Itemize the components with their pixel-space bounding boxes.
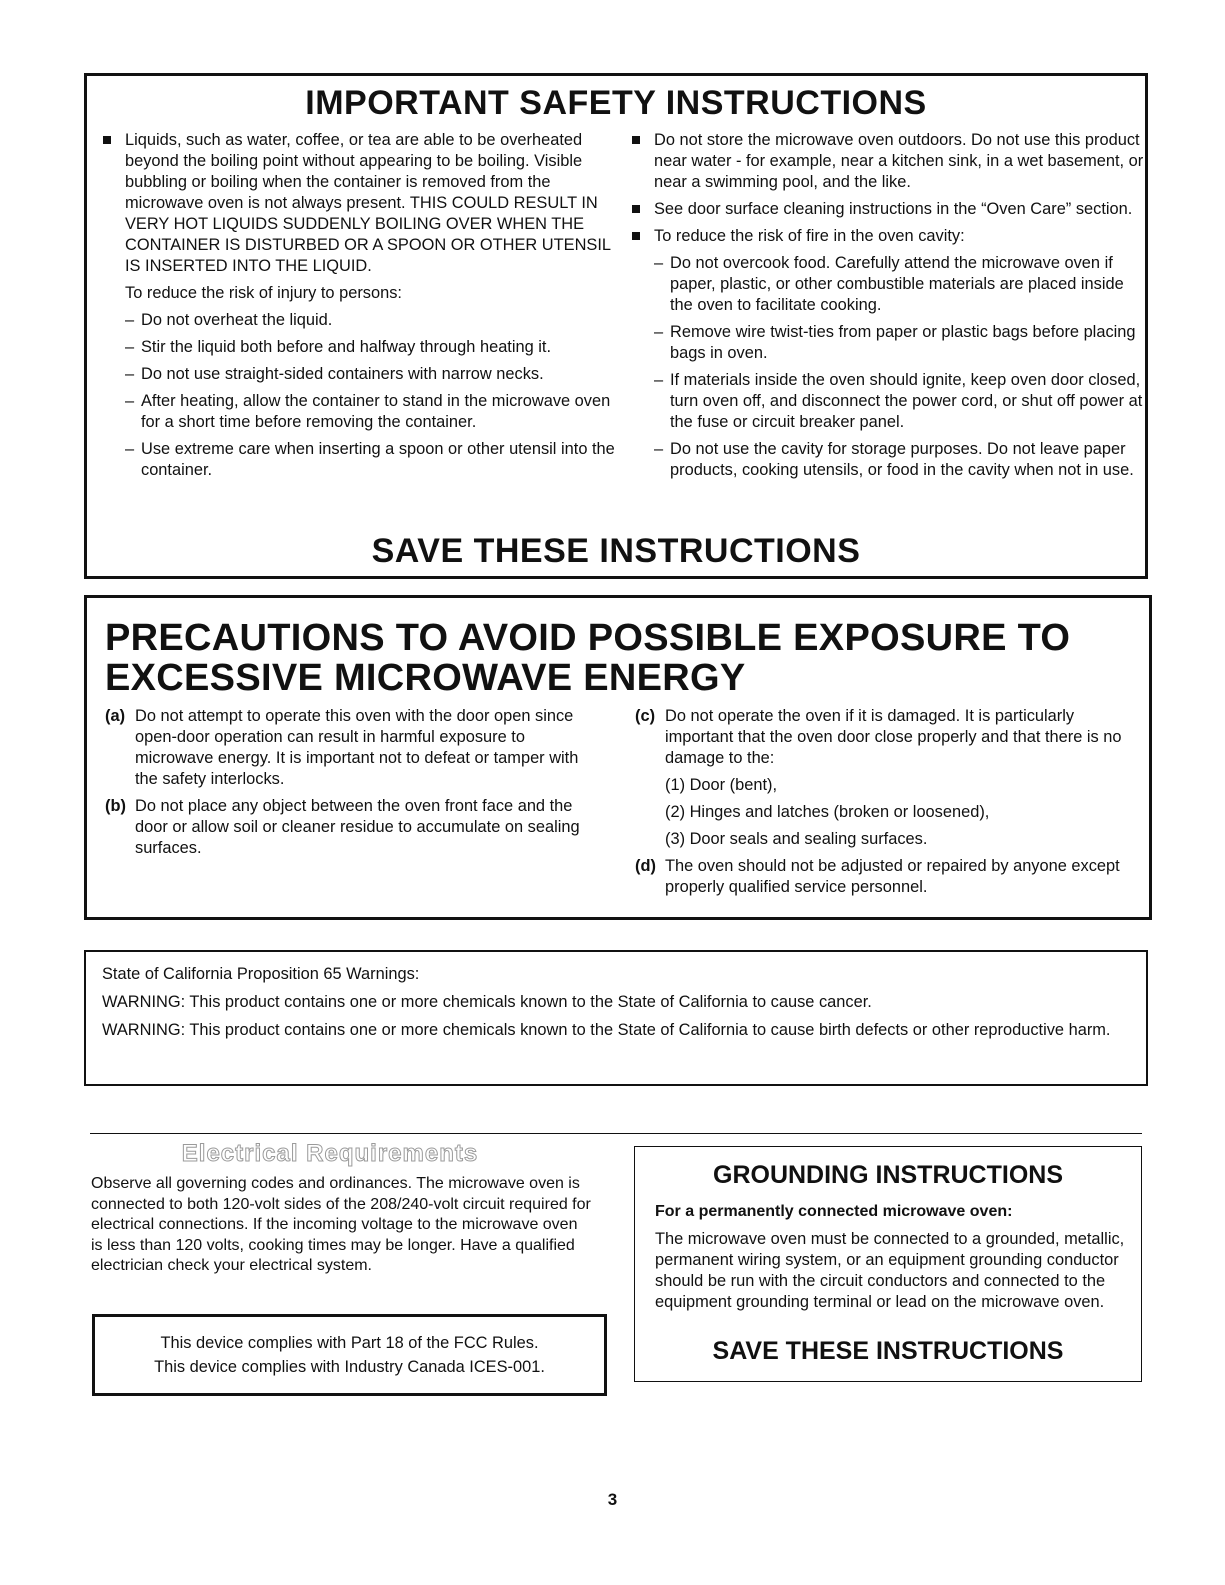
precaution-tag: (c) — [635, 707, 656, 725]
precaution-item-c — [633, 706, 1133, 769]
precaution-item-b — [103, 796, 603, 859]
precaution-sub-item: (2) Hinges and latches (broken or loosened), — [665, 803, 990, 821]
precaution-tag: (b) — [105, 797, 126, 815]
precaution-text: Do not place any object between the oven front face and the door or allow soil or cleaner residue to accumulate on sealing surfaces. — [135, 797, 580, 857]
electrical-requirements-text: Observe all governing codes and ordinances. The microwave oven is connected to both 120-volt sides of the 208/240-volt circuit required for electrical connections. If the incoming voltage to the microwave oven is less than 120 volts, cooking times may be longer. Have a qualified electrician check your electrical system. — [91, 1175, 591, 1274]
safety-bullet-fire-risk: To reduce the risk of fire in the oven cavity: — [624, 226, 1144, 247]
precaution-item-a — [103, 706, 603, 790]
fcc-compliance-line: This device complies with Part 18 of the FCC Rules. — [160, 1334, 539, 1352]
precaution-tag: (d) — [635, 857, 656, 875]
grounding-save-heading: SAVE THESE INSTRUCTIONS — [712, 1337, 1064, 1365]
precaution-item-d — [633, 856, 1133, 898]
fcc-compliance-box — [92, 1314, 607, 1396]
safety-bullet-liquids: Liquids, such as water, coffee, or tea are able to be overheated beyond the boiling point without appearing to be boiling. Visible bubbling or boiling when the container is removed from the microwave oven is not always present. THIS COULD RESULT IN VERY HOT LIQUIDS SUDDENLY BOILING OVER WHEN THE CONTAINER IS DISTURBED OR A SPOON OR OTHER UTENSIL IS INSERTED INTO THE LIQUID. — [95, 130, 615, 277]
safety-dash-item: – Remove wire twist-ties from paper or plastic bags before placing bags in oven. — [624, 322, 1144, 364]
safety-title: IMPORTANT SAFETY INSTRUCTIONS — [305, 84, 927, 122]
grounding-subtitle: For a permanently connected microwave oven: — [655, 1203, 1013, 1220]
safety-dash-item: – Stir the liquid both before and halfway through heating it. — [95, 337, 615, 358]
prop65-heading: State of California Proposition 65 Warnings: — [102, 965, 420, 983]
safety-injury-intro: To reduce the risk of injury to persons: — [125, 284, 402, 302]
save-instructions-heading: SAVE THESE INSTRUCTIONS — [371, 532, 861, 570]
safety-dash-item: – Do not overcook food. Carefully attend the microwave oven if paper, plastic, or other combustible materials are placed inside the oven to facilitate cooking. — [624, 253, 1144, 316]
safety-dash-item: – If materials inside the oven should ignite, keep oven door closed, turn oven off, and disconnect the power cord, or shut off power at the fuse or circuit breaker panel. — [624, 370, 1144, 433]
prop65-warning-box — [84, 950, 1148, 1086]
safety-dash-item: – Do not use straight-sided containers with narrow necks. — [95, 364, 615, 385]
safety-instructions-box — [84, 73, 1148, 579]
precaution-text: Do not attempt to operate this oven with the door open since open-door operation can result in harmful exposure to microwave energy. It is important not to defeat or tamper with the safety interlocks. — [135, 707, 579, 788]
grounding-title: GROUNDING INSTRUCTIONS — [713, 1161, 1063, 1189]
safety-dash-item: – Use extreme care when inserting a spoon or other utensil into the container. — [95, 439, 615, 481]
safety-dash-item: – Do not overheat the liquid. — [95, 310, 615, 331]
prop65-warning-birth-defects: WARNING: This product contains one or more chemicals known to the State of California to cause birth defects or other reproductive harm. — [102, 1021, 1111, 1039]
precaution-text: The oven should not be adjusted or repaired by anyone except properly qualified service personnel. — [665, 857, 1120, 896]
safety-bullet-door-cleaning: See door surface cleaning instructions in the “Oven Care” section. — [624, 199, 1144, 220]
page-number: 3 — [607, 1490, 618, 1509]
safety-dash-item: – Do not use the cavity for storage purposes. Do not leave paper products, cooking utensils, or food in the cavity when not in use. — [624, 439, 1144, 481]
grounding-text: The microwave oven must be connected to a grounded, metallic, permanent wiring system, or an equipment grounding conductor should be run with the circuit conductors and connected to the equipment grounding terminal or lead on the microwave oven. — [655, 1230, 1125, 1311]
grounding-instructions-box — [634, 1146, 1142, 1382]
precautions-left-column — [103, 706, 603, 865]
precautions-right-column — [633, 706, 1133, 904]
safety-dash-item: – After heating, allow the container to stand in the microwave oven for a short time before removing the container. — [95, 391, 615, 433]
section-divider — [90, 1133, 1142, 1134]
precaution-tag: (a) — [105, 707, 126, 725]
precaution-text: Do not operate the oven if it is damaged. It is particularly important that the oven door close properly and that there is no damage to the: — [665, 707, 1122, 767]
electrical-requirements-title: Electrical Requirements — [181, 1140, 479, 1167]
ices-compliance-line: This device complies with Industry Canada ICES-001. — [154, 1358, 545, 1376]
precautions-title: PRECAUTIONS TO AVOID POSSIBLE EXPOSURE TO EXCESSIVE MICROWAVE ENERGY — [105, 617, 1071, 699]
precaution-sub-item: (1) Door (bent), — [665, 776, 778, 794]
safety-bullet-outdoors: Do not store the microwave oven outdoors. Do not use this product near water - for example, near a kitchen sink, in a wet basement, or near a swimming pool, and the like. — [624, 130, 1144, 193]
safety-right-column — [624, 130, 1144, 487]
prop65-warning-cancer: WARNING: This product contains one or more chemicals known to the State of California to cause cancer. — [102, 993, 872, 1011]
safety-left-column — [95, 130, 615, 487]
precaution-sub-item: (3) Door seals and sealing surfaces. — [665, 830, 928, 848]
precautions-box — [84, 595, 1152, 920]
